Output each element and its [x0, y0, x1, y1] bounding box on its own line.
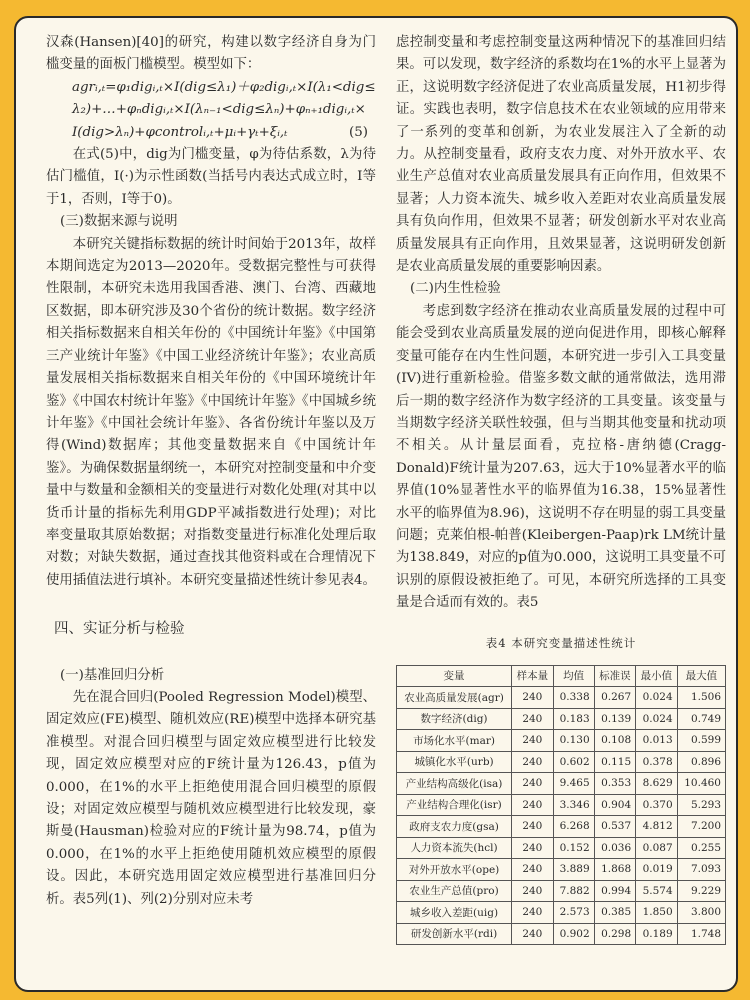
table-row: [397, 794, 726, 816]
table-cell-value: 4.812: [636, 816, 678, 838]
threshold-equation-line-3: [46, 122, 376, 144]
table-row: [397, 816, 726, 838]
table-cell-value: 240: [512, 708, 554, 730]
table-cell-value: 0.130: [553, 730, 594, 752]
table-cell-variable: 研发创新水平(rdi): [397, 923, 512, 945]
left-column: [46, 32, 376, 911]
table-row: [397, 923, 726, 945]
table-cell-value: 0.087: [636, 837, 678, 859]
table-cell-value: 3.800: [677, 902, 725, 924]
data-source-paragraph: 本研究关键指标数据的统计时间始于2013年，故样本期间选定为2013—2020年。受数据完整性与可获得性限制，本研究未选用我国香港、澳门、台湾、西藏地区数据，即本研究涉及30个省份的统计数据。数字经济相关指标数据来自相关年份的《中国统计年鉴》《中国第三产业统计年鉴》《中国工业经济统计年鉴》；农业高质量发展相关指标数据来自相关年份的《中国环境统计年鉴》《中国农村统计年鉴》《中国统计年鉴》《中国城乡统计年鉴》《中国社会统计年鉴》、各省份统计年鉴以及万得(Wind)数据库；其他变量数据来自《中国统计年鉴》。为确保数据量纲统一，本研究对控制变量和中介变量中与数量和金额相关的变量进行对数化处理(对其中以货币计量的指标先利用GDP平减指数进行处理)；对比率变量取其原始数据；对指数变量进行标准化处理后取对数；对缺失数据，通过查找其他资料或在合理情况下使用插值法进行填补。本研究变量描述性统计参见表4。: [46, 236, 376, 588]
equation-body: I(dig>λₙ)+φcontrolᵢ,ₜ+μᵢ+γₜ+ξᵢ,ₜ: [72, 124, 288, 140]
table-cell-value: 0.152: [553, 837, 594, 859]
table-cell-value: 0.537: [594, 816, 636, 838]
table-cell-value: 1.850: [636, 902, 678, 924]
equation-explanation: 在式(5)中，dig为门槛变量，φ为待估系数，λ为待估门槛值，I(·)为示性函数(当括号内表达式成立时，I等于1，否则，I等于0)。: [46, 147, 376, 207]
table-cell-value: 5.574: [636, 880, 678, 902]
article-page: [46, 32, 732, 982]
table-cell-variable: 产业结构高级化(isa): [397, 773, 512, 795]
table-cell-value: 0.599: [677, 730, 725, 752]
table-cell-value: 0.024: [636, 687, 678, 709]
table-cell-value: 0.902: [553, 923, 594, 945]
table-cell-value: 3.346: [553, 794, 594, 816]
table-cell-value: 10.460: [677, 773, 725, 795]
table-cell-variable: 市场化水平(mar): [397, 730, 512, 752]
table-cell-value: 0.019: [636, 859, 678, 881]
intro-paragraph: 汉森(Hansen)[40]的研究，构建以数字经济自身为门槛变量的面板门槛模型。模型如下：: [46, 35, 376, 73]
table-cell-value: 240: [512, 923, 554, 945]
table-row: [397, 880, 726, 902]
table-cell-value: 0.298: [594, 923, 636, 945]
table-cell-value: 1.868: [594, 859, 636, 881]
table-row: [397, 859, 726, 881]
table-row: [397, 773, 726, 795]
table-cell-value: 3.889: [553, 859, 594, 881]
endogeneity-paragraph: 考虑到数字经济在推动农业高质量发展的过程中可能会受到农业高质量发展的逆向促进作用，即核心解释变量可能存在内生性问题，本研究进一步引入工具变量(IV)进行重新检验。借鉴多数文献的通常做法，选用滞后一期的数字经济作为数字经济的工具变量。该变量与当期数字经济关联性较强，但与当期其他变量和扰动项不相关。从计量层面看，克拉格-唐纳德(Cragg-Donald)F统计量为207.63，远大于10%显著水平的临界值(10%显著性水平的临界值为16.38，15%显著性水平的临界值为8.96)，这说明不存在明显的弱工具变量问题；克莱伯根-帕普(Kleibergen-Paap)rk LM统计量为138.849，对应的p值为0.000，这说明工具变量不可识别的原假设被拒绝了。可见，本研究所选择的工具变量是合适而有效的。表5: [396, 303, 726, 611]
section-heading-endogeneity: (二)内生性检验: [410, 281, 501, 297]
table-cell-value: 1.748: [677, 923, 725, 945]
header-max: 最大值: [677, 665, 725, 687]
threshold-equation-line-1: agrᵢ,ₜ=φ₁digᵢ,ₜ×I(dig≤λ₁)＋φ₂digᵢ,ₜ×I(λ₁<dig≤: [72, 79, 376, 95]
threshold-equation-line-2: λ₂)+…+φₙdigᵢ,ₜ×I(λₙ₋₁<dig≤λₙ)+φₙ₊₁digᵢ,ₜ×: [72, 102, 366, 118]
section-heading-empirical: 四、实证分析与检验: [54, 621, 185, 638]
equation-number: (5): [349, 124, 368, 140]
table-cell-value: 8.629: [636, 773, 678, 795]
table-cell-variable: 产业结构合理化(isr): [397, 794, 512, 816]
table-cell-value: 0.139: [594, 708, 636, 730]
table-cell-value: 240: [512, 902, 554, 924]
table-cell-value: 0.013: [636, 730, 678, 752]
table-cell-value: 0.378: [636, 751, 678, 773]
table-cell-variable: 农业生产总值(pro): [397, 880, 512, 902]
page-frame: [14, 16, 738, 992]
table-cell-value: 240: [512, 816, 554, 838]
section-heading-baseline: (一)基准回归分析: [60, 667, 165, 683]
table-row: [397, 837, 726, 859]
section-heading-data: (三)数据来源与说明: [60, 214, 178, 230]
baseline-continued-paragraph: 虑控制变量和考虑控制变量这两种情况下的基准回归结果。可以发现，数字经济的系数均在1%的水平上显著为正，这说明数字经济促进了农业高质量发展，H1初步得证。实践也表明，数字信息技术在农业领域的应用带来了一系列的变革和创新，为农业发展注入了全新的动力。从控制变量看，政府支农力度、对外开放水平、农业生产总值对农业高质量发展具有正向作用，但效果不显著；人力资本流失、城乡收入差距对农业高质量发展具有负向作用，但效果不显著；研发创新水平对农业高质量发展具有正向作用，且效果显著，这说明研发创新是农业高质量发展的重要影响因素。: [396, 35, 726, 275]
table-cell-value: 0.994: [594, 880, 636, 902]
table-cell-value: 7.882: [553, 880, 594, 902]
table-cell-value: 5.293: [677, 794, 725, 816]
table-cell-value: 0.036: [594, 837, 636, 859]
table-row: [397, 687, 726, 709]
table-cell-variable: 政府支农力度(gsa): [397, 816, 512, 838]
header-sample-size: 样本量: [512, 665, 554, 687]
table-cell-value: 0.183: [553, 708, 594, 730]
table-row: [397, 730, 726, 752]
table-cell-value: 9.229: [677, 880, 725, 902]
table-row: [397, 708, 726, 730]
table-cell-value: 240: [512, 773, 554, 795]
table-cell-value: 0.024: [636, 708, 678, 730]
table-cell-value: 1.506: [677, 687, 725, 709]
table-cell-value: 0.370: [636, 794, 678, 816]
table-cell-value: 240: [512, 730, 554, 752]
table-cell-value: 240: [512, 794, 554, 816]
table-cell-value: 0.108: [594, 730, 636, 752]
table-cell-variable: 城镇化水平(urb): [397, 751, 512, 773]
table-cell-value: 0.896: [677, 751, 725, 773]
table-cell-value: 9.465: [553, 773, 594, 795]
table-cell-value: 0.602: [553, 751, 594, 773]
header-variable: 变量: [397, 665, 512, 687]
table-cell-variable: 人力资本流失(hcl): [397, 837, 512, 859]
table-cell-value: 0.255: [677, 837, 725, 859]
baseline-paragraph: 先在混合回归(Pooled Regression Model)模型、固定效应(FE)模型、随机效应(RE)模型中选择本研究基准模型。对混合回归模型与固定效应模型进行比较发现，固定效应模型对应的F统计量为126.43，p值为0.000，在1%的水平上拒绝使用混合回归模型的原假设；对固定效应模型与随机效应模型进行比较发现，豪斯曼(Hausman)检验对应的F统计量为98.74，p值为0.000，在1%的水平上拒绝使用随机效应模型的原假设。因此，本研究选用固定效应模型进行基准回归分析。表5列(1)、列(2)分别对应未考: [46, 689, 376, 907]
table-cell-value: 240: [512, 751, 554, 773]
table-cell-value: 7.093: [677, 859, 725, 881]
table-cell-value: 0.267: [594, 687, 636, 709]
table-cell-value: 7.200: [677, 816, 725, 838]
table-header-row: [397, 665, 726, 687]
table-cell-value: 0.385: [594, 902, 636, 924]
table-row: [397, 751, 726, 773]
table-cell-value: 0.353: [594, 773, 636, 795]
table-cell-value: 240: [512, 687, 554, 709]
table-cell-value: 240: [512, 859, 554, 881]
table-cell-value: 6.268: [553, 816, 594, 838]
table-cell-variable: 城乡收入差距(uig): [397, 902, 512, 924]
table-cell-value: 2.573: [553, 902, 594, 924]
right-column: [396, 32, 726, 945]
table-cell-value: 0.189: [636, 923, 678, 945]
table-cell-variable: 农业高质量发展(agr): [397, 687, 512, 709]
header-mean: 均值: [553, 665, 594, 687]
table-cell-value: 0.338: [553, 687, 594, 709]
table-body: [397, 687, 726, 945]
header-std-error: 标准误: [594, 665, 636, 687]
table-cell-value: 0.115: [594, 751, 636, 773]
table-cell-value: 240: [512, 837, 554, 859]
table-cell-variable: 数字经济(dig): [397, 708, 512, 730]
descriptive-statistics-table: [396, 665, 726, 946]
table-cell-value: 0.904: [594, 794, 636, 816]
table-cell-value: 0.749: [677, 708, 725, 730]
table-caption: 表4 本研究变量描述性统计: [485, 635, 637, 650]
table-cell-value: 240: [512, 880, 554, 902]
table-row: [397, 902, 726, 924]
table-cell-variable: 对外开放水平(ope): [397, 859, 512, 881]
header-min: 最小值: [636, 665, 678, 687]
